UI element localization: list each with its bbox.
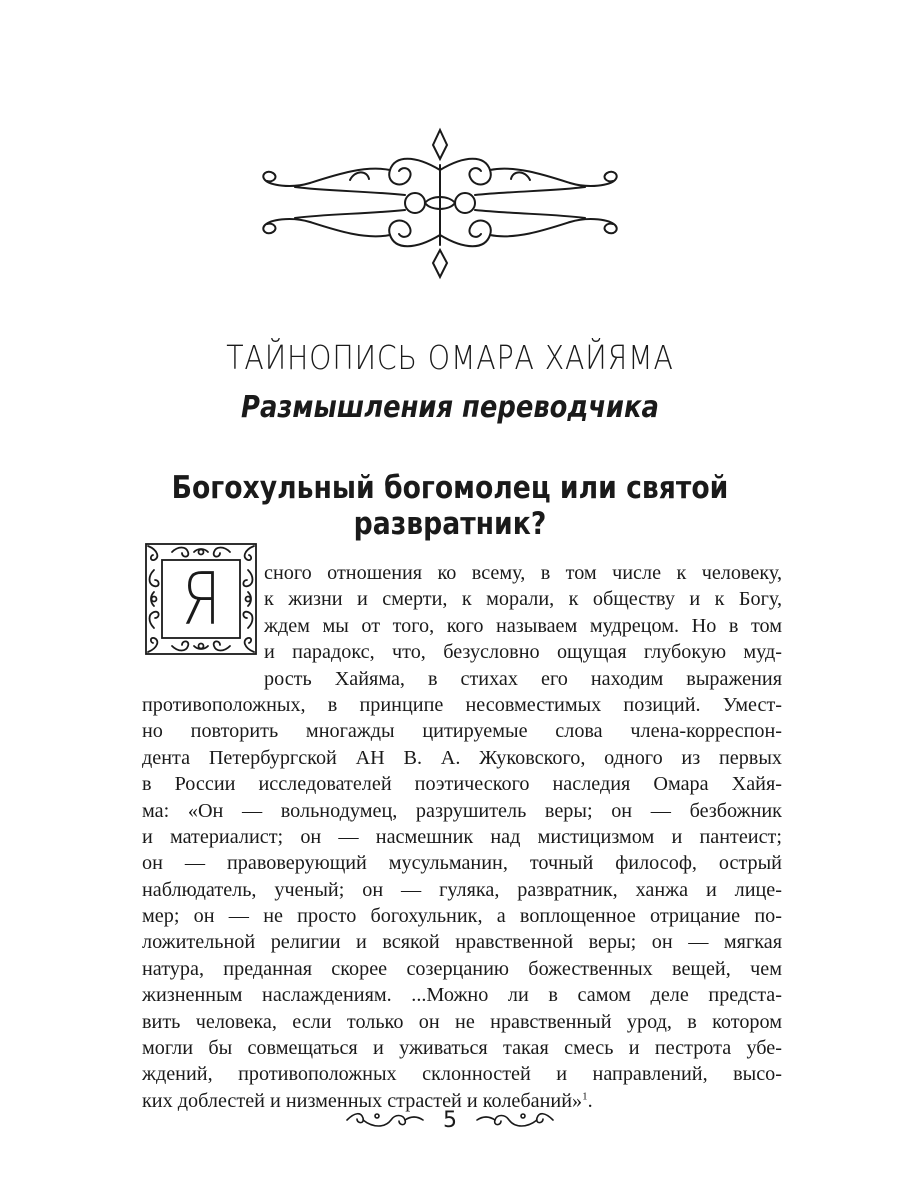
page-footer	[0, 1100, 900, 1140]
text-line: ждений, противоположных склонностей и направлений, высо-	[142, 1063, 782, 1086]
text-line: сного отношения ко всему, в том числе к человеку,	[264, 562, 782, 584]
text-line: жизненным наслаждениям. ...Можно ли в самом деле предста-	[142, 984, 782, 1007]
text-line: вить человека, если только он не нравственный урод, в котором	[142, 1010, 782, 1033]
text-line: ждем мы от того, кого называем мудрецом. Но в том	[264, 614, 782, 637]
text-line: в России исследователей поэтического наследия Омара Хайя-	[142, 773, 782, 796]
text-line: натура, преданная скорее созерцанию божественных вещей, чем	[142, 957, 782, 980]
page-subtitle: Размышления переводчика	[241, 390, 659, 425]
text-line: рость Хайяма, в стихах его находим выражения	[264, 667, 782, 690]
text-line: к жизни и смерти, к морали, к обществу и к Богу,	[264, 588, 782, 611]
footer-ornament-right-icon	[475, 1108, 555, 1132]
page-number: 5	[443, 1107, 457, 1133]
text-line: противоположных, в принципе несовместимых позиций. Умест-	[142, 693, 782, 716]
text-line: но повторить многажды цитируемые слова члена-корреспон-	[142, 720, 782, 743]
text-line: наблюдатель, ученый; он — гуляка, развратник, ханжа и лице-	[142, 878, 782, 901]
text-line: он — правоверующий мусульманин, точный философ, острый	[142, 852, 782, 875]
text-line: и парадокс, что, безусловно ощущая глубокую муд-	[264, 641, 782, 664]
ornament-top-icon	[255, 125, 625, 285]
text-line: мер; он — не просто богохульник, а воплощенное отрицание по-	[142, 905, 782, 928]
text-line-tail: .	[587, 1089, 593, 1112]
footer-ornament-left-icon	[345, 1108, 425, 1132]
body-paragraph	[142, 560, 782, 1114]
text-line: и материалист; он — насмешник над мистицизмом и пантеист;	[142, 825, 782, 848]
text-line: ма: «Он — вольнодумец, разрушитель веры; он — безбожник	[142, 799, 782, 822]
section-heading: Богохульный богомолец или святой развратник?	[171, 470, 729, 542]
drop-cap-letter: Я	[180, 557, 222, 641]
text-line: ложительной религии и всякой нравственной веры; он — мягкая	[142, 931, 782, 954]
text-line-content: ких доблестей и низменных страстей и колебаний»	[142, 1089, 583, 1112]
footnote-marker: 1	[582, 1090, 588, 1103]
text-line: дента Петербургской АН В. А. Жуковского, одного из первых	[142, 746, 782, 769]
text-line: могли бы совмещаться и уживаться такая смесь и пестрота убе-	[142, 1037, 782, 1060]
page-title: ТАЙНОПИСЬ ОМАРА ХАЙЯМА	[226, 338, 674, 377]
